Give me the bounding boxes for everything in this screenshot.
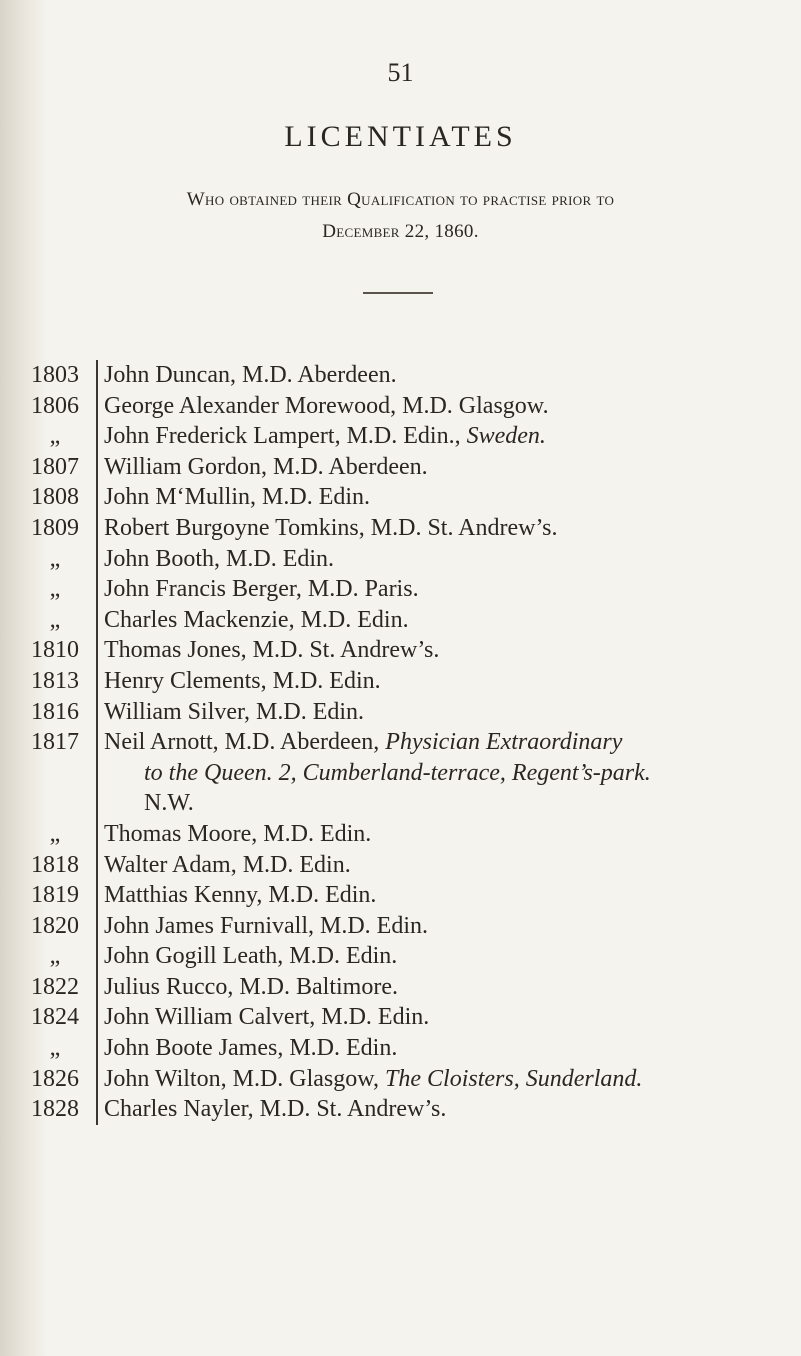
subtitle-line-2: December 22, 1860. bbox=[322, 221, 479, 242]
list-item bbox=[0, 544, 801, 575]
title-rule bbox=[363, 292, 433, 294]
entry-year: 1807 bbox=[31, 453, 79, 480]
list-item bbox=[0, 819, 801, 850]
entry-year: 1818 bbox=[31, 851, 79, 878]
entry-text: Walter Adam, M.D. Edin. bbox=[104, 851, 351, 878]
list-item bbox=[0, 972, 801, 1003]
list-item bbox=[0, 1002, 801, 1033]
entry-year: 1810 bbox=[31, 637, 79, 664]
entry-year: „ bbox=[49, 545, 61, 572]
entry-text: Robert Burgoyne Tomkins, M.D. St. Andrew’s. bbox=[104, 514, 558, 541]
list-item bbox=[0, 391, 801, 422]
list-item bbox=[0, 880, 801, 911]
entry-text: George Alexander Morewood, M.D. Glasgow. bbox=[104, 392, 549, 419]
entry-year: 1803 bbox=[31, 362, 79, 388]
entry-text: John Francis Berger, M.D. Paris. bbox=[104, 576, 419, 603]
entry-year: 1816 bbox=[31, 698, 79, 725]
list-item bbox=[0, 635, 801, 666]
list-item bbox=[0, 1064, 801, 1095]
entry-text: Charles Mackenzie, M.D. Edin. bbox=[104, 606, 409, 633]
list-item bbox=[0, 421, 801, 452]
list-item bbox=[0, 941, 801, 972]
entry-text: John William Calvert, M.D. Edin. bbox=[104, 1004, 430, 1031]
entry-text: John Booth, M.D. Edin. bbox=[104, 545, 335, 572]
page-title: LICENTIATES bbox=[284, 120, 517, 153]
list-item bbox=[0, 911, 801, 942]
entry-year: 1808 bbox=[31, 484, 79, 511]
entry-year: „ bbox=[49, 820, 61, 847]
page-subtitle bbox=[0, 184, 801, 248]
entry-year: 1822 bbox=[31, 973, 79, 1000]
entry-year: „ bbox=[49, 606, 61, 633]
list-item bbox=[0, 1094, 801, 1125]
entry-text: Henry Clements, M.D. Edin. bbox=[104, 667, 381, 694]
list-item bbox=[0, 666, 801, 697]
page-number: 51 bbox=[387, 58, 414, 87]
entry-year: 1820 bbox=[31, 912, 79, 939]
entry-year: 1809 bbox=[31, 514, 79, 541]
entry-text: Julius Rucco, M.D. Baltimore. bbox=[104, 973, 398, 1000]
entry-year: 1817 bbox=[31, 729, 79, 756]
list-item bbox=[0, 697, 801, 728]
entry-text: William Gordon, M.D. Aberdeen. bbox=[104, 453, 428, 480]
entry-text: John Duncan, M.D. Aberdeen. bbox=[104, 362, 397, 388]
licentiate-list bbox=[0, 360, 801, 1125]
list-item bbox=[0, 574, 801, 605]
list-item bbox=[0, 605, 801, 636]
entry-year: „ bbox=[49, 1035, 61, 1062]
list-item bbox=[0, 482, 801, 513]
list-item bbox=[0, 513, 801, 544]
entry-text: William Silver, M.D. Edin. bbox=[104, 698, 365, 725]
entry-text: John Boote James, M.D. Edin. bbox=[104, 1035, 398, 1062]
list-item bbox=[0, 850, 801, 881]
entry-year: „ bbox=[49, 423, 61, 450]
entry-text: John Wilton, M.D. Glasgow, The Cloisters, Sunderland. bbox=[104, 1065, 643, 1092]
entry-year: 1806 bbox=[31, 392, 79, 419]
subtitle-line-1: Who obtained their Qualification to practise prior to bbox=[186, 189, 615, 210]
entry-year: 1819 bbox=[31, 882, 79, 909]
list-item bbox=[0, 360, 801, 391]
entry-year: 1826 bbox=[31, 1065, 79, 1092]
entry-text: John Gogill Leath, M.D. Edin. bbox=[104, 943, 398, 970]
list-item bbox=[0, 727, 801, 819]
entry-text: Thomas Jones, M.D. St. Andrew’s. bbox=[104, 637, 440, 664]
entry-text: Thomas Moore, M.D. Edin. bbox=[104, 820, 372, 847]
entry-year: „ bbox=[49, 576, 61, 603]
entry-text: Neil Arnott, M.D. Aberdeen, Physician Extraordinary to the Queen. 2, Cumberland-terrace, Regent’s-park. N.W. bbox=[104, 729, 651, 817]
entry-text: Charles Nayler, M.D. St. Andrew’s. bbox=[104, 1096, 447, 1123]
entry-text: John Frederick Lampert, M.D. Edin., Sweden. bbox=[104, 423, 546, 450]
entry-year: 1813 bbox=[31, 667, 79, 694]
entry-year: 1828 bbox=[31, 1096, 79, 1123]
list-item bbox=[0, 452, 801, 483]
entry-text: John M‘Mullin, M.D. Edin. bbox=[104, 484, 371, 511]
entry-text: John James Furnivall, M.D. Edin. bbox=[104, 912, 428, 939]
entry-text: Matthias Kenny, M.D. Edin. bbox=[104, 882, 377, 909]
list-item bbox=[0, 1033, 801, 1064]
entry-year: 1824 bbox=[31, 1004, 79, 1031]
entry-year: „ bbox=[49, 943, 61, 970]
